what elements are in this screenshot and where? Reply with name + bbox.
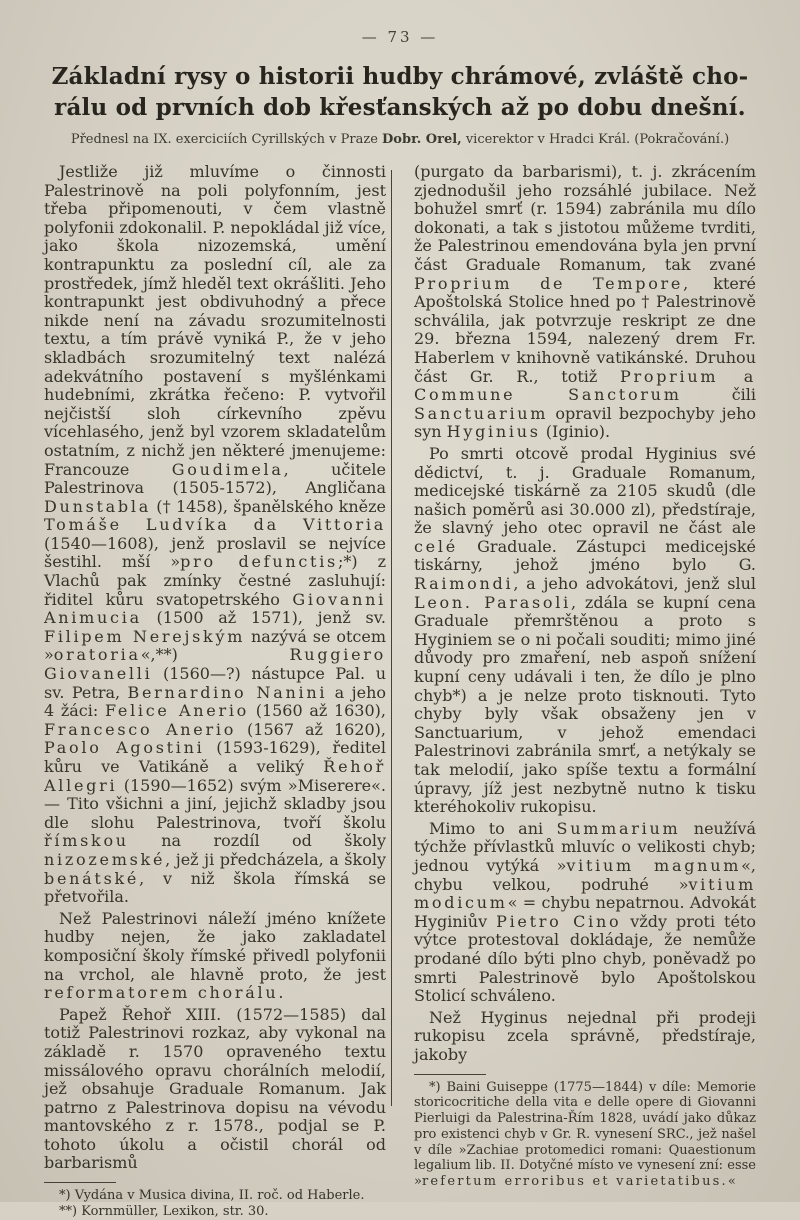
letterspaced-text: refertum erroribus et varietatibus. xyxy=(421,1174,728,1190)
letterspaced-text: Filipem Nerejským xyxy=(44,626,246,646)
footnotes xyxy=(44,1188,386,1220)
letterspaced-text: Tomáše Ludvíka da Vittoria xyxy=(44,515,386,535)
text-run: neužívá týchže přívlastků mluvíc o velikosti chyb; jednou vytýká » xyxy=(414,818,756,875)
letterspaced-text: Paolo Agostini xyxy=(44,738,205,758)
text-run: vicerektor v Hradci Král. (Pokračování.) xyxy=(461,132,730,147)
paragraph xyxy=(414,163,756,442)
letterspaced-text: vitium modicum xyxy=(414,874,756,913)
letterspaced-text: Francesco Anerio xyxy=(44,719,237,739)
text-run: , a jeho advokátovi, jenž slul xyxy=(513,574,756,594)
text-run: Přednesl na IX. exerciciích Cyrillských v Praze xyxy=(70,132,383,147)
text-run: ;*) z Vlachů pak zmínky čestné zasluhují: řiditel kůru svatopetrského xyxy=(44,552,386,609)
paragraph xyxy=(44,1006,386,1173)
paragraph xyxy=(44,910,386,1003)
text-run: *) Vydána v Musica divina, II. roč. od Haberle. xyxy=(59,1188,365,1204)
text-run: († 1458), španělského kněze xyxy=(151,496,386,516)
footnote xyxy=(44,1188,386,1204)
letterspaced-text: Goudimela xyxy=(171,459,284,479)
text-run: nazývá se otcem » xyxy=(44,626,386,665)
text-run: (1540—1608), jenž proslavil se nejvíce šestihl. mší » xyxy=(44,533,386,572)
letterspaced-text: nizozemské xyxy=(44,849,166,869)
text-run: čili xyxy=(681,385,756,405)
footnote-rule xyxy=(414,1074,486,1075)
letterspaced-text: vitium magnum xyxy=(566,855,742,875)
letterspaced-text: Bernardino Nanini xyxy=(127,682,328,702)
text-run: , které Apoštolská Stolice hned po † Palestrinově schválila, jak potvrzuje reskript ze dne 29. března 1594, nalezený drem Fr. Haberlem v knihovně vatikánské. Druhou část Gr. R., totiž xyxy=(414,273,756,386)
text-run: « xyxy=(727,1174,736,1190)
text-run: Než Palestrinovi náleží jméno knížete hudby nejen, že jako zakladatel komposiční školy římské přivedl polyfonii na vrchol, ale hlavně proto, že jest xyxy=(44,908,386,984)
text-run: (1500 až 1571), jenž sv. xyxy=(141,608,386,628)
text-run: , v niž škola římská se přetvořila. xyxy=(44,868,386,907)
letterspaced-text: Ruggiero Giovanelli xyxy=(44,645,386,684)
text-run: Papež Řehoř XIII. (1572—1585) dal totiž Palestrinovi rozkaz, aby vykonal na základě r. 1570 opraveného textu missálového opravu chorálních melodií, jež obsahuje Graduale Romanum. Jak patrno z Palestrinova dopisu na vévodu mantovského z r. 1578., podjal se P. tohoto úkolu a očistil chorál od barbarismů xyxy=(44,1004,386,1173)
text-run: opravil bezpochyby jeho syn xyxy=(414,403,756,442)
text-run: Po smrti otcově prodal Hyginius své dědictví, t. j. Graduale Romanum, medicejské tiskárně za 2105 skudů (dle našich poměrů asi 30.000 zl), předstíraje, že slavný jeho otec opravil ne část ale xyxy=(414,443,756,538)
paragraph xyxy=(414,445,756,817)
footnotes xyxy=(414,1080,756,1191)
text-run: a jeho 4 žáci: xyxy=(44,682,386,721)
text-run: (1567 až 1620), xyxy=(236,719,386,739)
letterspaced-text: pro defunctis xyxy=(180,552,338,572)
article-title xyxy=(0,61,800,123)
letterspaced-text: Raimondi xyxy=(414,574,514,594)
paragraph xyxy=(44,163,386,907)
column-right xyxy=(414,163,756,1220)
letterspaced-text: benátské xyxy=(44,868,140,888)
text-run: (Iginio). xyxy=(540,422,611,442)
letterspaced-text: římskou xyxy=(44,831,129,851)
text-run: (1593-1629), ředitel kůru ve Vatikáně a veliký xyxy=(44,738,386,776)
letterspaced-text: Giovanni Animucia xyxy=(44,589,386,628)
paragraph xyxy=(414,1009,756,1065)
text-run: « = chybu nepatrnou. Advokát Hyginiův xyxy=(414,893,756,931)
letterspaced-text: celé xyxy=(414,536,458,556)
text-run: . xyxy=(278,983,284,1003)
title-line: Základní rysy o historii hudby chrámové, zvláště cho- xyxy=(51,63,749,90)
text-run: , učitele Palestrinova (1505-1572), Angličana xyxy=(44,459,386,498)
letterspaced-text: Dunstabla xyxy=(44,496,151,516)
paragraph xyxy=(414,820,756,1006)
bold-text: Dobr. Orel, xyxy=(382,132,462,147)
letterspaced-text: Hyginius xyxy=(446,422,541,442)
column-divider-rule xyxy=(391,170,392,1106)
text-run: *) Baini Guiseppe (1775—1844) v díle: Memorie storicocritiche della vita e delle opere di Giovanni Pierluigi da Palestrina-Řím 1828, uvádí jako důkaz pro existenci chyb v Gr. R. vynesení SRC., jež našel v díle »Zachiae protomedici romani: Quaestionum legalium lib. II. Dotyčné místo ve vynesení zní: esse » xyxy=(414,1079,756,1190)
text-run: (1590—1652) svým »Miserere«. — Tito všichni a jiní, jejichž skladby jsou dle slohu Palestrinova, tvoří školu xyxy=(44,775,386,832)
letterspaced-text: Pietro Cino xyxy=(496,911,622,931)
letterspaced-text: Sanctuarium xyxy=(414,403,549,423)
text-run: Jestliže již mluvíme o činnosti Palestrinově na poli polyfonním, jest třeba připomenouti, v čem vlastně polyfonii zdokonalil. P. nepokládal již více, jako škola nizozemská, umění kontrapunktu za poslední cíl, ale za prostředek, jímž hleděl text okrášliti. Jeho kontrapunkt jest obdivuhodný a přece nikde není na závadu srozumitelnosti textu, a tím právě vyniká P., že v jeho skladbách srozumitelný text nalézá adekvátního postavení s myšlénkami hudebními, zkrátka řečeno: P. vytvořil nejčistší sloh církevního zpěvu vícehlasého, jenž byl vzorem skladatelům ostatním, z nichž jen některé jmenujeme: Francouze xyxy=(44,162,386,479)
footnote xyxy=(414,1080,756,1191)
text-run: «, chybu velkou, podruhé » xyxy=(414,855,756,894)
text-run: , zdála se kupní cena Graduale přemrštěnou a proto s Hyginiem se o ni počali souditi; mimo jiné důvody pro zmaření, neb aspoň snížení kupní ceny udávali i ten, že dílo je plno chyb*) a je nelze proto tisknouti. Tyto chyby byly však obsaženy jen v Sanctuarium, v jehož emendaci Palestrinovi zabránila smrť, a netýkaly se tak melodií, jako spíše textu a formální úpravy, jíž jest nezbytně nutno k tisku kteréhokoliv rukopisu. xyxy=(414,592,757,817)
letterspaced-text: Felice Anerio xyxy=(104,701,250,721)
text-run: na rozdíl od školy xyxy=(128,831,386,851)
text-run: , jež ji předcházela, a školy xyxy=(165,849,386,869)
text-run: (1560 až 1630), xyxy=(249,701,386,721)
text-run: vždy proti této výtce protestoval dokládaje, že nemůže prodané dílo býti plno chyb, poněvadž po smrti Palestrinově bylo Apoštolskou Stolicí schváleno. xyxy=(414,911,756,1006)
column-left xyxy=(44,163,386,1220)
text-columns xyxy=(0,163,800,1220)
page-number: — 73 — xyxy=(361,28,439,46)
text-run: «,**) xyxy=(140,645,290,665)
text-run: (purgato da barbarismi), t. j. zkrácením zjednodušil jeho rozsáhlé jubilace. Než bohužel smrť (r. 1594) zabránila mu dílo dokonati, a tak s jistotou můžeme tvrditi, že Palestrinou emendována byla jen první část Graduale Romanum, tak zvané xyxy=(414,162,756,274)
letterspaced-text: Summarium xyxy=(556,818,681,838)
letterspaced-text: Řehoř Allegri xyxy=(44,757,386,795)
text-run: **) Kornmüller, Lexikon, str. 30. xyxy=(59,1203,269,1219)
letterspaced-text: oratoria xyxy=(53,645,141,665)
text-run: Než Hyginus nejednal při prodeji rukopisu zcela správně, předstíraje, jakoby xyxy=(414,1007,756,1064)
text-run: Mimo to ani xyxy=(429,818,557,838)
text-run: (1560—?) nástupce Pal. u sv. Petra, xyxy=(44,664,386,702)
letterspaced-text: Proprium a Commune Sanctorum xyxy=(414,366,756,405)
letterspaced-text: Leon. Parasoli xyxy=(414,592,571,612)
footnote-rule xyxy=(44,1182,116,1183)
footnote xyxy=(44,1204,386,1220)
title-line: rálu od prvních dob křesťanských až po dobu dnešní. xyxy=(54,94,746,121)
letterspaced-text: Proprium de Tempore xyxy=(414,273,684,293)
letterspaced-text: reformatorem chorálu xyxy=(44,983,279,1003)
article-byline xyxy=(0,132,800,148)
text-run: Graduale. Zástupci medicejské tiskárny, jehož jméno bylo G. xyxy=(414,536,756,575)
